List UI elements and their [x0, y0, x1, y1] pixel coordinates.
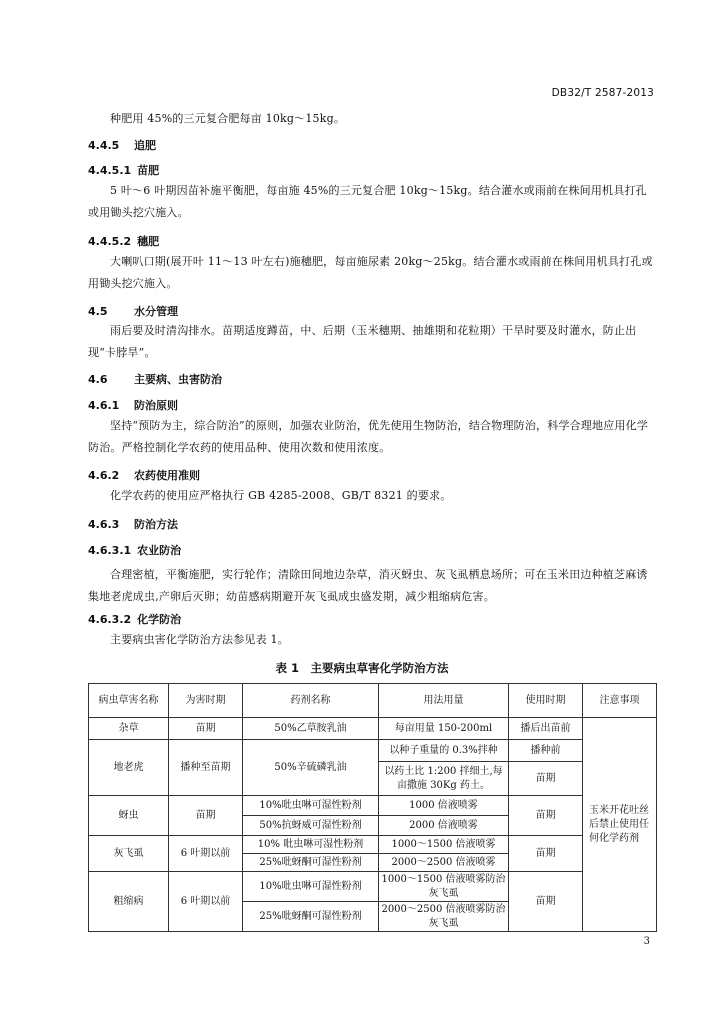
use-period-cell: 播后出苗前 [509, 718, 583, 740]
heading-4-4-5: 4.4.5 追肥 [88, 139, 156, 152]
table-row [89, 796, 657, 816]
agent-cell: 25%吡蚜酮可湿性粉剂 [243, 902, 379, 932]
paragraph-4-6-1: 坚持“预防为主，综合防治”的原则，加强农业防治，优先使用生物防治，结合物理防治，科学合理地应用化学防治。严格控制化学农药的使用品种、使用次数和使用浓度。 [88, 419, 649, 454]
damage-period-cell: 苗期 [169, 796, 243, 836]
heading-4-6-2: 4.6.2 农药使用准则 [88, 469, 200, 482]
use-period-cell: 苗期 [509, 762, 583, 796]
heading-4-4-5-2: 4.4.5.2 穗肥 [88, 235, 160, 248]
table-row [89, 836, 657, 854]
note-cell: 玉米开花吐丝后禁止使用任何化学药剂 [583, 718, 657, 932]
table-header: 病虫草害名称 [89, 684, 169, 718]
use-period-cell: 苗期 [509, 836, 583, 872]
page-number: 3 [643, 936, 650, 947]
agent-cell: 10%吡虫啉可湿性粉剂 [243, 796, 379, 816]
heading-4-6-1: 4.6.1 防治原则 [88, 399, 178, 412]
heading-4-6-3-2: 4.6.3.2 化学防治 [88, 613, 182, 626]
table-row [89, 872, 657, 902]
agent-cell: 50%抗蚜威可湿性粉剂 [243, 816, 379, 836]
paragraph-4-4-5-1: 5 叶～6 叶期因苗补施平衡肥，每亩施 45%的三元复合肥 10kg～15kg。结合灌水或雨前在株间用机具打孔或用锄头挖穴施入。 [88, 184, 647, 219]
use-period-cell: 播种前 [509, 740, 583, 762]
table-header: 使用时期 [509, 684, 583, 718]
paragraph-4-4-5-2: 大喇叭口期(展开叶 11～13 叶左右)施穗肥，每亩施尿素 20kg～25kg。结合灌水或雨前在株间用机具打孔或用锄头挖穴施入。 [88, 255, 653, 290]
pest-control-table [88, 683, 657, 932]
damage-period-cell: 6 叶期以前 [169, 836, 243, 872]
intro-paragraph: 种肥用 45%的三元复合肥每亩 10kg～15kg。 [110, 112, 346, 125]
agent-cell: 50%乙草胺乳油 [243, 718, 379, 740]
table-row [89, 740, 657, 762]
pest-name-cell: 灰飞虱 [89, 836, 169, 872]
agent-cell: 25%吡蚜酮可湿性粉剂 [243, 854, 379, 872]
table-header-row [89, 684, 657, 718]
pest-name-cell: 地老虎 [89, 740, 169, 796]
agent-cell: 10%吡虫啉可湿性粉剂 [243, 872, 379, 902]
table-header: 药剂名称 [243, 684, 379, 718]
usage-cell: 以药土比 1:200 拌细土,每亩撒施 30Kg 药土。 [379, 762, 509, 796]
table-row [89, 718, 657, 740]
heading-4-6-3-1: 4.6.3.1 农业防治 [88, 544, 182, 557]
usage-cell: 2000～2500 倍液喷雾防治灰飞虱 [379, 902, 509, 932]
table-header: 用法用量 [379, 684, 509, 718]
usage-cell: 1000～1500 倍液喷雾 [379, 836, 509, 854]
table-header: 为害时期 [169, 684, 243, 718]
use-period-cell: 苗期 [509, 872, 583, 932]
heading-4-6-3: 4.6.3 防治方法 [88, 518, 178, 531]
agent-cell: 50%辛硫磷乳油 [243, 740, 379, 796]
usage-cell: 2000 倍液喷雾 [379, 816, 509, 836]
usage-cell: 1000 倍液喷雾 [379, 796, 509, 816]
usage-cell: 以种子重量的 0.3%拌种 [379, 740, 509, 762]
heading-4-5: 4.5 水分管理 [88, 305, 178, 318]
damage-period-cell: 6 叶期以前 [169, 872, 243, 932]
agent-cell: 10% 吡虫啉可湿性粉剂 [243, 836, 379, 854]
standard-code: DB32/T 2587-2013 [551, 87, 654, 99]
table-header: 注意事项 [583, 684, 657, 718]
table-title: 表 1 主要病虫草害化学防治方法 [275, 661, 449, 675]
paragraph-4-6-2: 化学农药的使用应严格执行 GB 4285-2008、GB/T 8321 的要求。 [110, 489, 452, 502]
use-period-cell: 苗期 [509, 796, 583, 836]
damage-period-cell: 播种至苗期 [169, 740, 243, 796]
pest-name-cell: 蚜虫 [89, 796, 169, 836]
paragraph-4-6-3-1: 合理密植，平衡施肥，实行轮作；清除田间地边杂草，消灭蚜虫、灰飞虱栖息场所；可在玉米田边种植芝麻诱集地老虎成虫,产卵后灭卵；幼苗感病期避开灰飞虱成虫盛发期，减少粗缩病危害。 [88, 568, 648, 603]
heading-4-6: 4.6 主要病、虫害防治 [88, 373, 222, 386]
paragraph-4-5: 雨后要及时清沟排水。苗期适度蹲苗，中、后期（玉米穗期、抽雄期和花粒期）干旱时要及时灌水，防止出现“卡脖旱”。 [88, 324, 637, 359]
pest-name-cell: 杂草 [89, 718, 169, 740]
heading-4-4-5-1: 4.4.5.1 苗肥 [88, 164, 160, 177]
damage-period-cell: 苗期 [169, 718, 243, 740]
usage-cell: 2000～2500 倍液喷雾 [379, 854, 509, 872]
pest-name-cell: 粗缩病 [89, 872, 169, 932]
usage-cell: 1000～1500 倍液喷雾防治灰飞虱 [379, 872, 509, 902]
paragraph-4-6-3-2: 主要病虫害化学防治方法参见表 1。 [110, 633, 289, 646]
usage-cell: 每亩用量 150-200ml [379, 718, 509, 740]
